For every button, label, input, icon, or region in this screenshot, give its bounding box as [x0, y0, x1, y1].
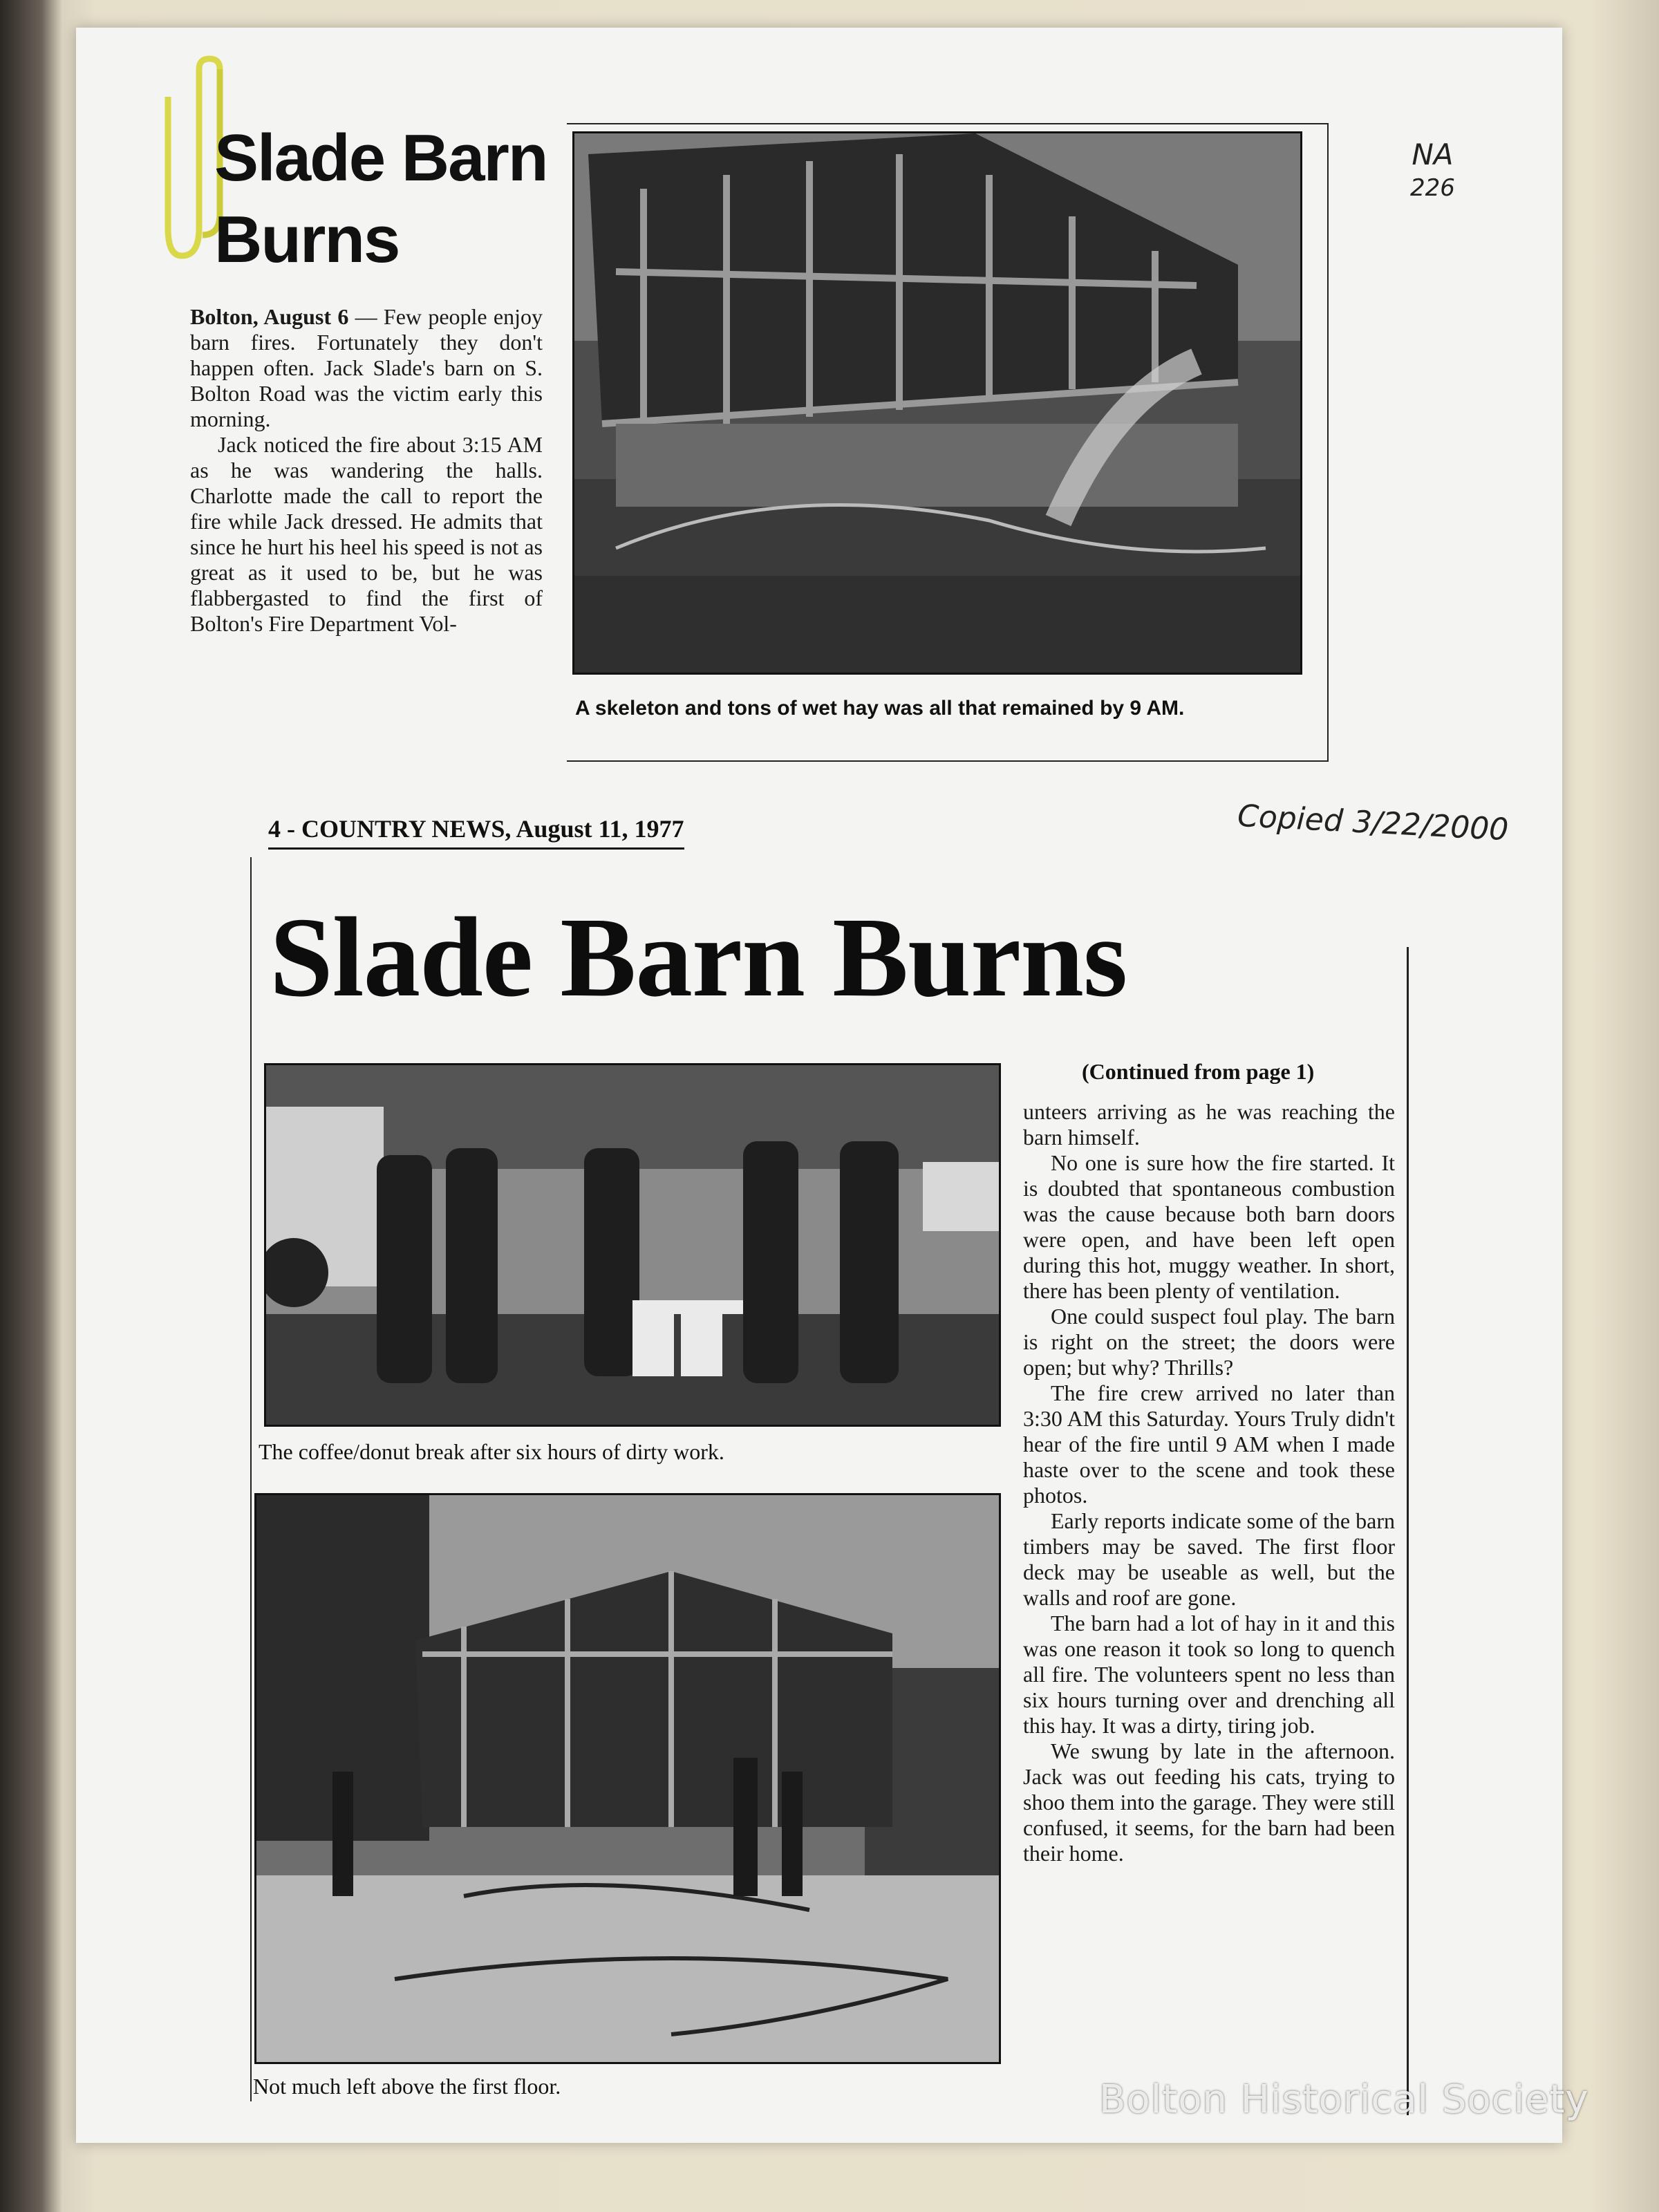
top-photo-caption: A skeleton and tons of wet hay was all that remained by 9 AM.: [575, 697, 1185, 720]
bottom-paragraph-1: unteers arriving as he was reaching the barn himself.: [1023, 1099, 1395, 1150]
top-paragraph-2-text: Jack noticed the fire about 3:15 AM as he was wandering the halls. Charlotte made the call to report the fire while Jack dressed. He admits that since he hurt his heel his speed is not as great as it used to be, but he was flabbergasted to find the first of Bolton's Fire Department Vol-: [190, 432, 543, 636]
bottom-paragraph-2: No one is sure how the fire started. It is doubted that spontaneous combustion was the cause because both barn doors were open, and have been left open during this hot, muggy weather. In short, there has been plenty of ventilation.: [1023, 1150, 1395, 1303]
catalog-line-2: 226: [1410, 174, 1455, 202]
continued-note: (Continued from page 1): [1082, 1059, 1315, 1084]
bottom-article-column: [1023, 1099, 1395, 1866]
bottom-paragraph-3: One could suspect foul play. The barn is right on the street; the doors were open; but why? Thrills?: [1023, 1304, 1395, 1380]
handwritten-catalog-number: [1410, 138, 1455, 205]
firefighters-break-photo: [264, 1063, 1001, 1427]
top-paragraph-1: [190, 304, 543, 432]
bottom-paragraph-4: The fire crew arrived no later than 3:30 AM this Saturday. Yours Truly didn't hear of the fire until 9 AM when I made haste over to the scene and took these photos.: [1023, 1380, 1395, 1508]
bottom-paragraph-6: The barn had a lot of hay in it and this was one reason it took so long to quench all fire. The volunteers spent no less than six hours turning over and drenching all this hay. It was a dirty, tiring job.: [1023, 1611, 1395, 1738]
barn-ruins-illustration: [256, 1495, 999, 2062]
firefighters-illustration: [266, 1065, 999, 1425]
watermark: Bolton Historical Society: [1099, 2077, 1589, 2122]
photo1-caption: The coffee/donut break after six hours of dirty work.: [259, 1439, 724, 1464]
top-headline: Slade Barn Burns: [214, 121, 547, 276]
bottom-headline: Slade Barn Burns: [270, 894, 1127, 1020]
barn-ruins-photo: [254, 1493, 1001, 2064]
top-article-column: [190, 304, 543, 637]
bottom-paragraph-7: We swung by late in the afternoon. Jack was out feeding his cats, trying to shoo them into the garage. They were still confused, it seems, for the barn had been their home.: [1023, 1738, 1395, 1866]
catalog-line-1: NA: [1412, 138, 1454, 171]
dateline: Bolton, August 6: [190, 304, 349, 329]
top-paragraph-2: [190, 432, 543, 637]
handwritten-copied-date: Copied 3/22/2000: [1236, 798, 1510, 848]
newspaper-masthead: 4 - COUNTRY NEWS, August 11, 1977: [268, 814, 684, 850]
barn-skeleton-illustration: [574, 133, 1300, 673]
top-paragraph-1-text: — Few people enjoy barn fires. Fortunately they don't happen often. Jack Slade's barn on S. Bolton Road was the victim early this morning.: [190, 304, 543, 431]
photo2-caption: Not much left above the first floor.: [253, 2074, 561, 2099]
burned-barn-photo: [572, 131, 1302, 675]
bottom-clipping-right-rule: [1407, 947, 1409, 2115]
bottom-paragraph-5: Early reports indicate some of the barn timbers may be saved. The first floor deck may be useable as well, but the walls and roof are gone.: [1023, 1508, 1395, 1610]
